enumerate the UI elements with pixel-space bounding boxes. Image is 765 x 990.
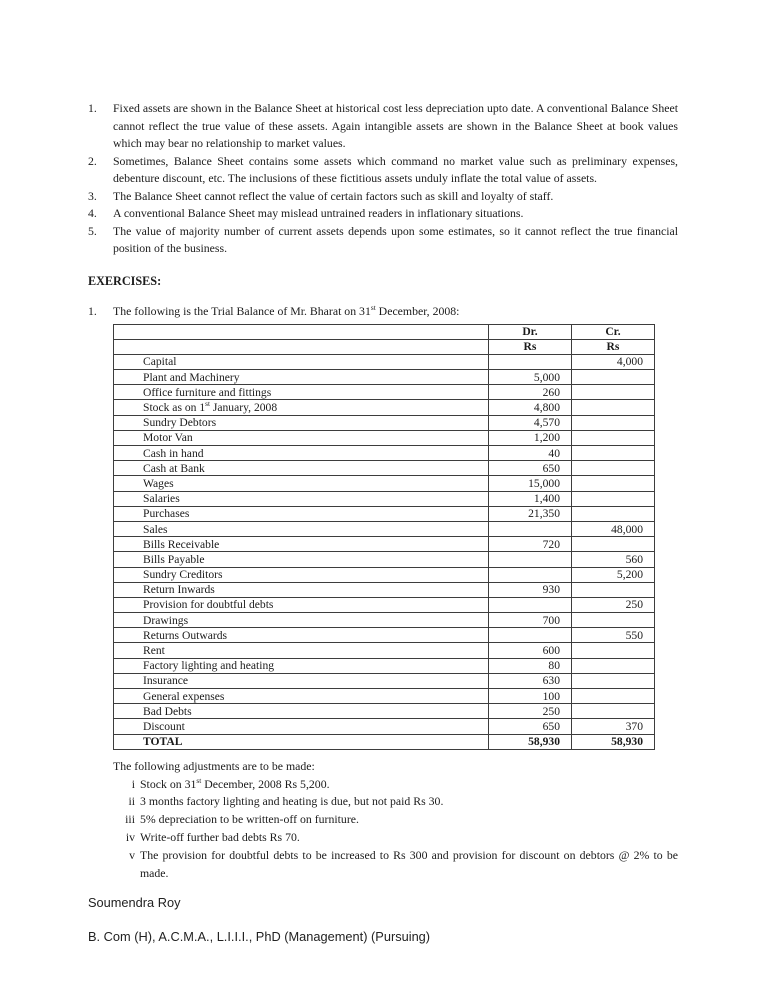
table-row <box>114 582 655 597</box>
table-row <box>114 689 655 704</box>
particular-cell: Sundry Creditors <box>114 567 489 582</box>
dr-amount-cell: 100 <box>489 689 572 704</box>
table-row <box>114 719 655 734</box>
empty-header-cell <box>114 339 489 354</box>
empty-header-cell <box>114 324 489 339</box>
particular-cell: Purchases <box>114 506 489 521</box>
dr-amount-cell: 630 <box>489 673 572 688</box>
list-item <box>88 188 678 206</box>
cr-amount-cell <box>572 658 655 673</box>
cr-amount-cell <box>572 704 655 719</box>
exercise-item <box>88 303 678 321</box>
table-row <box>114 613 655 628</box>
table-row <box>114 354 655 369</box>
dr-amount-cell: 80 <box>489 658 572 673</box>
cr-amount-cell <box>572 385 655 400</box>
particular-cell: Capital <box>114 354 489 369</box>
author-name: Soumendra Roy <box>88 895 181 911</box>
particular-cell: Bills Receivable <box>114 537 489 552</box>
trial-balance-table <box>113 324 655 750</box>
dr-amount-cell <box>489 597 572 612</box>
table-row <box>114 491 655 506</box>
list-item-text: Sometimes, Balance Sheet contains some assets which command no market value such as preliminary expenses, debenture discount, etc. The inclusions of these fictitious assets unduly inflate the total value of assets. <box>113 153 678 185</box>
table-header-row <box>114 324 655 339</box>
table-row <box>114 552 655 567</box>
cr-amount-cell: 370 <box>572 719 655 734</box>
cr-amount-cell <box>572 461 655 476</box>
adjustment-text: The provision for doubtful debts to be increased to Rs 300 and provision for discount on debtors @ 2% to be made. <box>140 847 678 880</box>
table-row <box>114 704 655 719</box>
particular-cell: TOTAL <box>114 734 489 749</box>
adjustments-list <box>113 776 678 883</box>
list-item-text: A conventional Balance Sheet may mislead untrained readers in inflationary situations. <box>113 206 524 220</box>
adjustment-item <box>113 829 678 847</box>
particular-cell: Discount <box>114 719 489 734</box>
cr-column-header: Cr. <box>572 324 655 339</box>
cr-amount-cell <box>572 582 655 597</box>
dr-amount-cell: 720 <box>489 537 572 552</box>
particular-cell: Bills Payable <box>114 552 489 567</box>
cr-amount-cell <box>572 491 655 506</box>
particular-cell: Plant and Machinery <box>114 370 489 385</box>
dr-amount-cell: 15,000 <box>489 476 572 491</box>
adjustment-item <box>113 793 678 811</box>
cr-amount-cell <box>572 506 655 521</box>
author-credentials: B. Com (H), A.C.M.A., L.I.I.I., PhD (Management) (Pursuing) <box>88 929 431 945</box>
dr-amount-cell: 600 <box>489 643 572 658</box>
cr-unit-header: Rs <box>572 339 655 354</box>
exercises-heading: EXERCISES: <box>88 273 162 288</box>
adjustment-text: 3 months factory lighting and heating is due, but not paid Rs 30. <box>140 794 444 809</box>
adjustments-intro: The following adjustments are to be made: <box>113 758 315 773</box>
adjustment-text: Write-off further bad debts Rs 70. <box>140 829 300 844</box>
list-item-number: 3. <box>88 188 97 203</box>
cr-amount-cell: 58,930 <box>572 734 655 749</box>
particular-cell: Return Inwards <box>114 582 489 597</box>
dr-amount-cell: 650 <box>489 719 572 734</box>
list-item <box>88 205 678 223</box>
list-item <box>88 153 678 188</box>
dr-amount-cell: 1,400 <box>489 491 572 506</box>
dr-amount-cell: 58,930 <box>489 734 572 749</box>
adjustment-number: ii <box>128 794 135 809</box>
cr-amount-cell <box>572 430 655 445</box>
dr-amount-cell: 930 <box>489 582 572 597</box>
particular-cell: Sundry Debtors <box>114 415 489 430</box>
adjustment-item <box>113 776 678 794</box>
particular-cell: Rent <box>114 643 489 658</box>
dr-amount-cell: 5,000 <box>489 370 572 385</box>
trial-balance-rows <box>114 354 655 749</box>
adjustment-text: 5% depreciation to be written-off on furniture. <box>140 812 359 827</box>
dr-unit-header: Rs <box>489 339 572 354</box>
list-item-text: Fixed assets are shown in the Balance Sheet at historical cost less depreciation upto date. A conventional Balance Sheet cannot reflect the true value of these assets. Again intangible assets are shown in the Balance Sheet at book values which may bear no relationship to market values. <box>113 101 678 150</box>
cr-amount-cell: 48,000 <box>572 521 655 536</box>
list-item-text: The value of majority number of current assets depends upon some estimates, so it cannot reflect the true financial position of the business. <box>113 223 678 255</box>
adjustments-section <box>113 758 678 883</box>
adjustment-number: iv <box>125 829 135 844</box>
particular-cell: Wages <box>114 476 489 491</box>
limitations-list <box>88 100 678 258</box>
dr-amount-cell: 21,350 <box>489 506 572 521</box>
table-row <box>114 415 655 430</box>
dr-amount-cell: 650 <box>489 461 572 476</box>
dr-amount-cell <box>489 354 572 369</box>
table-row <box>114 400 655 415</box>
exercise-text: The following is the Trial Balance of Mr. Bharat on 31st December, 2008: <box>113 303 460 318</box>
dr-amount-cell <box>489 628 572 643</box>
dr-column-header: Dr. <box>489 324 572 339</box>
table-row <box>114 643 655 658</box>
cr-amount-cell: 560 <box>572 552 655 567</box>
list-item <box>88 100 678 153</box>
table-row <box>114 658 655 673</box>
cr-amount-cell <box>572 643 655 658</box>
list-item-text: The Balance Sheet cannot reflect the value of certain factors such as skill and loyalty of staff. <box>113 188 554 203</box>
table-row <box>114 537 655 552</box>
cr-amount-cell <box>572 370 655 385</box>
list-item <box>88 223 678 258</box>
list-item-number: 2. <box>88 153 97 168</box>
adjustment-number: iii <box>125 812 135 827</box>
particular-cell: Factory lighting and heating <box>114 658 489 673</box>
list-item-number: 1. <box>88 101 97 115</box>
particular-cell: Sales <box>114 521 489 536</box>
table-row <box>114 597 655 612</box>
dr-amount-cell <box>489 521 572 536</box>
cr-amount-cell <box>572 613 655 628</box>
dr-amount-cell: 700 <box>489 613 572 628</box>
table-row <box>114 521 655 536</box>
list-item-number: 4. <box>88 206 97 220</box>
table-row <box>114 476 655 491</box>
total-row <box>114 734 655 749</box>
particular-cell: Motor Van <box>114 430 489 445</box>
adjustment-item <box>113 847 678 883</box>
particular-cell: Bad Debts <box>114 704 489 719</box>
dr-amount-cell: 1,200 <box>489 430 572 445</box>
cr-amount-cell <box>572 446 655 461</box>
cr-amount-cell: 4,000 <box>572 354 655 369</box>
particular-cell: Cash in hand <box>114 446 489 461</box>
dr-amount-cell: 4,570 <box>489 415 572 430</box>
adjustment-number: i <box>131 776 135 791</box>
dr-amount-cell: 40 <box>489 446 572 461</box>
dr-amount-cell <box>489 552 572 567</box>
table-row <box>114 385 655 400</box>
cr-amount-cell <box>572 673 655 688</box>
cr-amount-cell <box>572 476 655 491</box>
cr-amount-cell: 250 <box>572 597 655 612</box>
cr-amount-cell <box>572 415 655 430</box>
particular-cell: Drawings <box>114 613 489 628</box>
list-item-number: 5. <box>88 223 97 238</box>
particular-cell: Stock as on 1st January, 2008 <box>114 400 489 415</box>
particular-cell: Returns Outwards <box>114 628 489 643</box>
cr-amount-cell: 5,200 <box>572 567 655 582</box>
table-row <box>114 446 655 461</box>
table-row <box>114 673 655 688</box>
dr-amount-cell <box>489 567 572 582</box>
cr-amount-cell <box>572 400 655 415</box>
dr-amount-cell: 250 <box>489 704 572 719</box>
table-row <box>114 506 655 521</box>
table-row <box>114 567 655 582</box>
dr-amount-cell: 260 <box>489 385 572 400</box>
dr-amount-cell: 4,800 <box>489 400 572 415</box>
particular-cell: General expenses <box>114 689 489 704</box>
cr-amount-cell <box>572 537 655 552</box>
table-row <box>114 461 655 476</box>
adjustment-item <box>113 811 678 829</box>
table-row <box>114 628 655 643</box>
exercise-number: 1. <box>88 304 97 318</box>
particular-cell: Provision for doubtful debts <box>114 597 489 612</box>
adjustment-number: v <box>129 847 135 862</box>
table-unit-row <box>114 339 655 354</box>
adjustment-text: Stock on 31st December, 2008 Rs 5,200. <box>140 775 330 791</box>
particular-cell: Insurance <box>114 673 489 688</box>
particular-cell: Cash at Bank <box>114 461 489 476</box>
particular-cell: Office furniture and fittings <box>114 385 489 400</box>
table-row <box>114 430 655 445</box>
cr-amount-cell: 550 <box>572 628 655 643</box>
particular-cell: Salaries <box>114 491 489 506</box>
cr-amount-cell <box>572 689 655 704</box>
table-row <box>114 370 655 385</box>
